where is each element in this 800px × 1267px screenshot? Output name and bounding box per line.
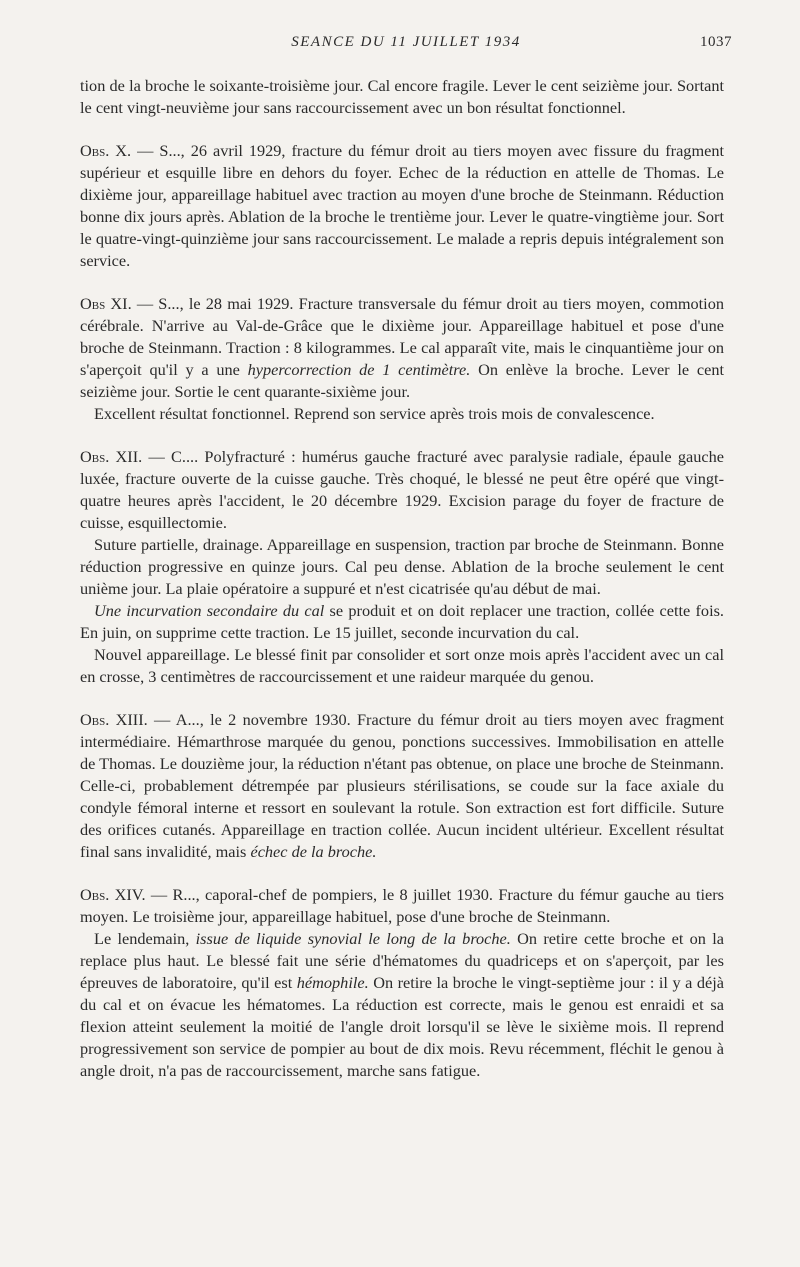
running-header	[80, 34, 732, 56]
observation-label: Obs. XIII.	[80, 710, 148, 729]
text-run: On enlève la broche. Lever le cent seizième jour. Sortie le cent quarante-sixième jour.	[80, 360, 725, 401]
text-run: Excellent résultat fonctionnel. Reprend son service après trois mois de convalescence.	[94, 404, 655, 423]
paragraph	[80, 600, 724, 644]
italic-run: hypercorrection de 1 centimètre.	[247, 360, 471, 379]
text-run: Suture partielle, drainage. Appareillage en suspension, traction par broche de Steinmann. Bonne réduction progressive en quinze jours. Cal peu dense. Ablation de la broche seulement le cent unième jour. La plaie opératoire a suppuré et n'est cicatrisée qu'au début de mai.	[80, 535, 724, 598]
text-run: — S..., le 28 mai 1929. Fracture transversale du fémur droit au tiers moyen, commotion cérébrale. N'arrive au Val-de-Grâce que le dixième jour. Appareillage habituel et pose d'une broche de Steinmann. Traction : 8 kilogrammes. Le cal apparaît vite, mais le cinquantième jour on s'aperçoit qu'il y a une	[80, 294, 724, 379]
observation-label: Obs. XII.	[80, 447, 143, 466]
text-run: On retire la broche le vingt-septième jour : il y a déjà du cal et on évacue les hématomes. La réduction est correcte, mais le genou est enraidi et sa flexion atteint seulement la moitié de l'angle droit lorsqu'il se lève le sixième mois. Il reprend progressivement son service de pompier au bout de dix mois. Revu récemment, fléchit le genou à angle droit, n'a pas de raccourcissement, marche sans fatigue.	[80, 973, 725, 1080]
paragraph	[80, 403, 724, 425]
text-run: — C.... Polyfracturé : humérus gauche fracturé avec paralysie radiale, épaule gauche luxée, fracture ouverte de la cuisse gauche. Très choqué, le blessé ne peut être opéré que vingt-quatre heures après l'accident, le 20 décembre 1929. Excision parage du foyer de fracture de cuisse, esquillectomie.	[80, 447, 724, 532]
paragraph	[80, 140, 724, 272]
text-run: se produit et on doit replacer une traction, collée cette fois. En juin, on supprime cette traction. Le 15 juillet, seconde incurvation du cal.	[80, 601, 724, 642]
paragraph	[80, 884, 724, 928]
text-run: — A..., le 2 novembre 1930. Fracture du fémur droit au tiers moyen avec fragment intermédiaire. Hémarthrose marquée du genou, ponctions successives. Immobilisation en attelle de Thomas. Le douzième jour, la réduction n'étant pas obtenue, on place une broche de Steinmann. Celle-ci, probablement détrempée par plusieurs stérilisations, se coude sur la face axiale du condyle fémoral interne et ressort en soulevant la rotule. Son extraction est fort difficile. Suture des orifices cutanés. Appareillage en traction collée. Aucun incident ultérieur. Excellent résultat final sans invalidité, mais	[80, 710, 724, 861]
italic-run: hémophile.	[296, 973, 369, 992]
observation-label: Obs. XIV.	[80, 885, 146, 904]
text-run: Nouvel appareillage. Le blessé finit par consolider et sort onze mois après l'accident avec un cal en crosse, 3 centimètres de raccourcissement et une raideur marquée du genou.	[80, 645, 724, 686]
paragraph	[80, 709, 724, 863]
page-number: 1037	[700, 34, 732, 50]
paragraph	[80, 534, 724, 600]
paragraph	[80, 75, 724, 119]
italic-run: Une incurvation secondaire du cal	[94, 601, 325, 620]
paragraph	[80, 293, 724, 403]
italic-run: échec de la broche.	[250, 842, 377, 861]
observation-label: Obs. X.	[80, 141, 132, 160]
header-title: SEANCE DU 11 JUILLET 1934	[291, 34, 521, 50]
text-run: Le lendemain,	[94, 929, 196, 948]
italic-run: issue de liquide synovial le long de la broche.	[195, 929, 511, 948]
paragraph	[80, 644, 724, 688]
text-run: — R..., caporal-chef de pompiers, le 8 juillet 1930. Fracture du fémur gauche au tiers moyen. Le troisième jour, appareillage habituel, pose d'une broche de Steinmann.	[80, 885, 724, 926]
observation-label: Obs XI.	[80, 294, 132, 313]
body-text	[80, 75, 724, 1082]
text-run: On retire cette broche et on la replace plus haut. Le blessé fait une série d'hématomes du quadriceps et on s'aperçoit, par les épreuves de laboratoire, qu'il est	[80, 929, 724, 992]
text-run: tion de la broche le soixante-troisième jour. Cal encore fragile. Lever le cent seizième jour. Sortant le cent vingt-neuvième jour sans raccourcissement avec un bon résultat fonctionnel.	[80, 76, 724, 117]
paragraph	[80, 446, 724, 534]
paragraph	[80, 928, 724, 1082]
text-run: — S..., 26 avril 1929, fracture du fémur droit au tiers moyen avec fissure du fragment supérieur et esquille libre en dehors du foyer. Echec de la réduction en attelle de Thomas. Le dixième jour, appareillage habituel avec traction au moyen d'une broche de Steinmann. Réduction bonne dix jours après. Ablation de la broche le trentième jour. Lever le quatre-vingtième jour. Sort le quatre-vingt-quinzième jour sans raccourcissement. Le malade a repris depuis intégralement son service.	[80, 141, 724, 270]
